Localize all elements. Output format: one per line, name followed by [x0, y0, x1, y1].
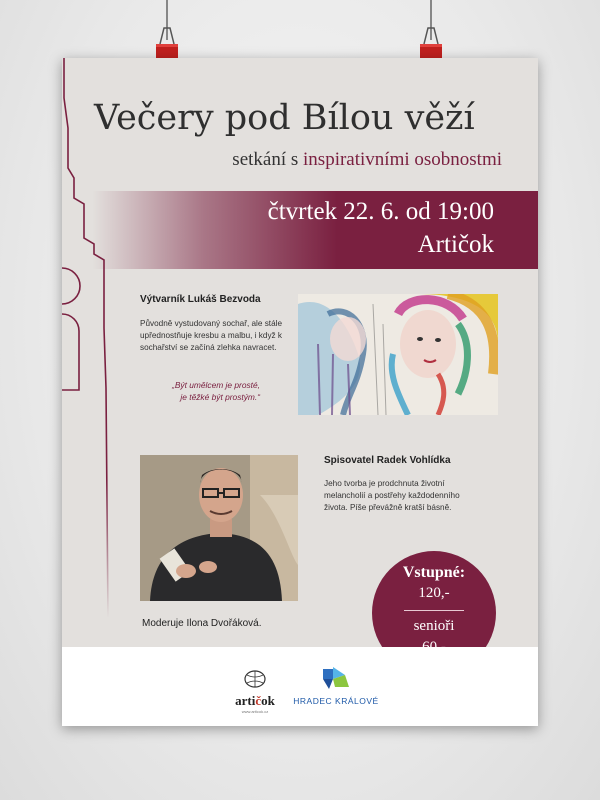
- articok-url: www.articok.cz: [241, 709, 269, 714]
- speaker1-quote: [110, 379, 260, 403]
- hradec-kralove-logo-icon: [319, 665, 353, 691]
- articok-wordmark-accent: č: [255, 693, 262, 708]
- subtitle-accent: inspirativními osobnostmi: [303, 149, 502, 170]
- date-band: [92, 191, 538, 269]
- subtitle-plain: setkání s: [232, 149, 304, 170]
- seniors-label: senioři: [413, 618, 455, 634]
- admission-label: Vstupné:: [402, 564, 466, 581]
- speaker2-name: Spisovatel Radek Vohlídka: [324, 455, 451, 466]
- painting-photo: [298, 294, 498, 415]
- event-date: čtvrtek 22. 6. od 19:00: [267, 198, 494, 225]
- poster-title: Večery pod Bílou věží: [94, 98, 475, 138]
- quote-line-2: je těžké být prostým.“: [180, 392, 260, 402]
- quote-line-1: „Být umělcem je prosté,: [172, 380, 260, 390]
- event-poster: [62, 58, 538, 726]
- articok-wordmark-post: ok: [261, 693, 275, 708]
- admission-price: 120,-: [418, 585, 450, 601]
- admission-divider: [404, 610, 464, 611]
- speaker1-name: Výtvarník Lukáš Bezvoda: [140, 294, 261, 305]
- speaker1-description: Původně vystudovaný sochař, ale stále upřednostňuje kresbu a malbu, i když k sochařství se začíná zlehka navracet.: [140, 319, 283, 352]
- articok-wordmark: [222, 693, 288, 709]
- portrait-photo: [140, 455, 298, 601]
- articok-logo-icon: [241, 670, 269, 688]
- articok-logo: [222, 670, 288, 714]
- speaker2-description: Jeho tvorba je prodchnuta životní melancholií a postřehy každodenního života. Píše převážně kratší básně.: [324, 479, 460, 512]
- poster-subtitle: [162, 149, 502, 171]
- hradec-kralove-logo: [292, 665, 380, 706]
- event-venue: Artičok: [417, 231, 494, 258]
- hradec-kralove-label: HRADEC KRÁLOVÉ: [293, 696, 379, 706]
- moderator-text: Moderuje Ilona Dvořáková.: [142, 618, 262, 629]
- articok-wordmark-pre: arti: [235, 693, 256, 708]
